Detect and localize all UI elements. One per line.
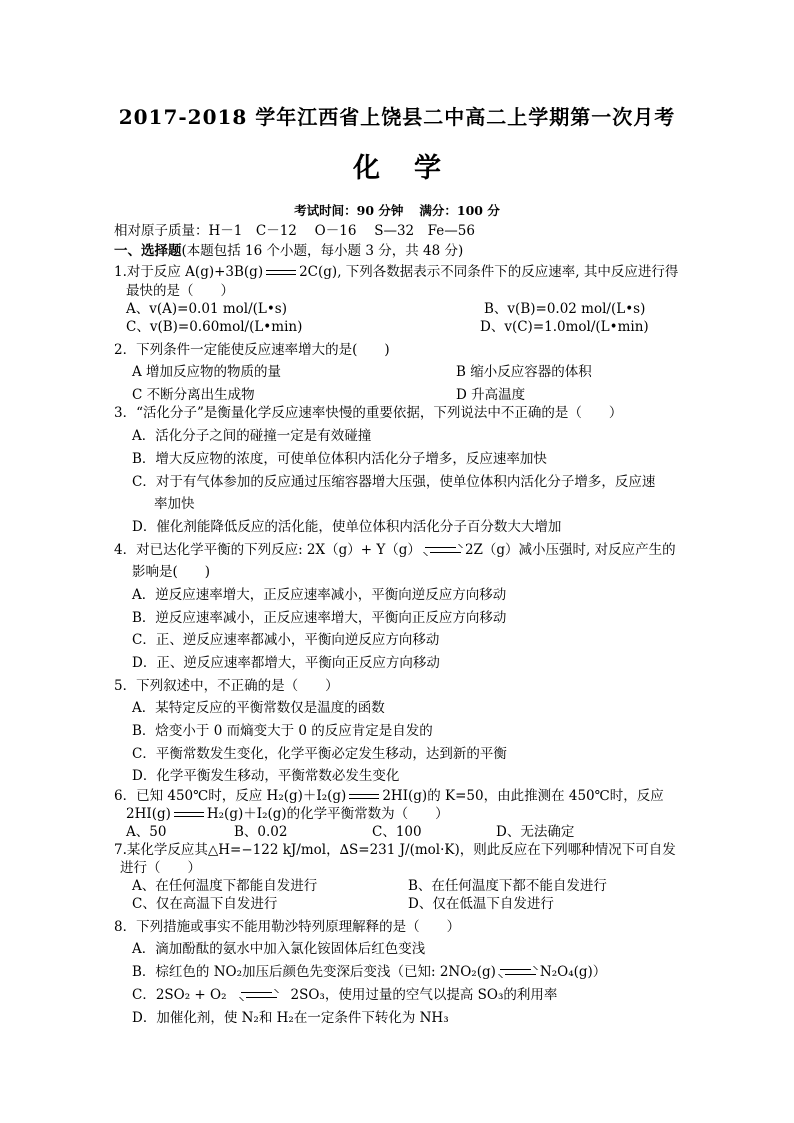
q2-option-a: A 增加反应物的物质的量 (132, 364, 282, 380)
q3-option-b: B．增大反应物的浓度，可使单位体积内活化分子增多，反应速率加快 (132, 451, 547, 467)
exam-info (0, 203, 794, 219)
q1-stem-b: 2C(g), 下列各数据表示不同条件下的反应速率, 其中反应进行得 (299, 264, 679, 280)
section-heading (114, 242, 463, 260)
q7-option-a: A、在任何温度下都能自发进行 (132, 878, 318, 894)
q8-option-c (132, 986, 557, 1004)
q1-stem-a: 1.对于反应 A(g)+3B(g) (114, 264, 264, 280)
exam-time: 考试时间：90 分钟 (294, 203, 404, 218)
equilibrium-arrow-icon (266, 269, 296, 277)
equilibrium-arrow-icon (174, 811, 204, 819)
q4-stem (114, 541, 676, 559)
q6-stem-line2 (126, 805, 449, 823)
q3-option-a: A．活化分子之间的碰撞一定是有效碰撞 (132, 428, 372, 444)
q8-option-d: D．加催化剂，使 N₂和 H₂在一定条件下转化为 NH₃ (132, 1010, 449, 1026)
section-note: (本题包括 16 个小题，每小题 3 分，共 48 分) (181, 243, 464, 259)
q3-stem: 3．“活化分子”是衡量化学反应速率快慢的重要依据，下列说法中不正确的是（ ） (114, 405, 623, 421)
q7-option-d: D、仅在低温下自发进行 (408, 896, 554, 912)
reversible-arrow-icon (500, 968, 536, 977)
q6-stem-c: 2HI(g) (126, 806, 171, 822)
q3-option-c2: 率加快 (154, 496, 195, 512)
q1-stem (114, 263, 678, 281)
q8-option-b (132, 963, 606, 981)
q8-option-c-a: C．2SO₂ + O₂ (132, 987, 227, 1003)
q5-option-a: A．某特定反应的平衡常数仅是温度的函数 (132, 700, 385, 716)
q8-option-c-b: 2SO₃，使用过量的空气以提高 SO₃的利用率 (290, 987, 558, 1003)
q6-option-b: B、0.02 (234, 824, 288, 840)
q4-option-d: D．正、逆反应速率都增大，平衡向正反应方向移动 (132, 655, 440, 671)
q1-option-b: B、v(B)=0.02 mol/(L•s) (484, 301, 646, 317)
q4-stem-a: 4．对已达化学平衡的下列反应: 2X（g）+ Y（g） (114, 542, 421, 558)
q6-stem (114, 787, 664, 805)
q5-option-b: B．焓变小于 0 而熵变大于 0 的反应肯定是自发的 (132, 723, 433, 739)
q4-stem-b: 2Z（g）减小压强时, 对反应产生的 (464, 542, 676, 558)
reversible-arrow-icon (425, 546, 461, 555)
q2-option-c: C 不断分离出生成物 (132, 387, 255, 403)
q1-option-a: A、v(A)=0.01 mol/(L•s) (126, 301, 288, 317)
atomic-mass: 相对原子质量：H－1 C－12 O－16 S—32 Fe—56 (114, 223, 475, 239)
q7-option-b: B、在任何温度下都不能自发进行 (408, 878, 607, 894)
q3-option-c1: C．对于有气体参加的反应通过压缩容器增大压强，使单位体积内活化分子增多，反应速 (132, 474, 656, 490)
section-title: 一、选择题 (114, 243, 182, 259)
q5-stem: 5．下列叙述中，不正确的是（ ） (114, 678, 339, 694)
q4-stem-c: 影响是( ) (132, 564, 211, 580)
q2-option-d: D 升高温度 (456, 387, 526, 403)
q1-option-d: D、v(C)=1.0mol/(L•min) (480, 319, 649, 335)
q2-option-b: B 缩小反应容器的体积 (456, 364, 592, 380)
q8-option-a: A．滴加酚酞的氨水中加入氯化铵固体后红色变浅 (132, 941, 426, 957)
exam-title: 2017-2018 学年江西省上饶县二中高二上学期第一次月考 (118, 105, 676, 129)
q4-option-c: C．正、逆反应速率都减小，平衡向逆反应方向移动 (132, 632, 440, 648)
equilibrium-arrow-icon (349, 793, 379, 801)
q3-option-d: D．催化剂能降低反应的活化能，使单位体积内活化分子百分数大大增加 (132, 519, 562, 535)
q1-stem-c: 最快的是（ ） (126, 283, 234, 299)
q5-option-c: C．平衡常数发生变化，化学平衡必定发生移动，达到新的平衡 (132, 746, 507, 762)
q8-stem: 8．下列措施或事实不能用勒沙特列原理解释的是（ ） (114, 919, 461, 935)
q6-stem-a: 6．已知 450℃时，反应 H₂(g)＋I₂(g) (114, 788, 347, 804)
q6-stem-d: H₂(g)＋I₂(g)的化学平衡常数为（ ） (206, 806, 449, 822)
q8-option-b-a: B．棕红色的 NO₂加压后颜色先变深后变浅（已知: 2NO₂(g) (132, 964, 496, 980)
q6-stem-b: 2HI(g)的 K=50，由此推测在 450℃时，反应 (382, 788, 664, 804)
q7-stem-b: 进行（ ） (120, 860, 201, 876)
q2-stem: 2．下列条件一定能使反应速率增大的是( ) (114, 342, 390, 358)
reversible-arrow-icon (241, 991, 277, 1000)
q4-option-b: B．逆反应速率减小，正反应速率增大，平衡向正反应方向移动 (132, 610, 507, 626)
q8-option-b-b: N₂O₄(g)） (539, 964, 607, 980)
subject-title: 化学 (353, 153, 475, 184)
exam-score: 满分：100 分 (419, 203, 500, 218)
q1-option-c: C、v(B)=0.60mol/(L•min) (126, 319, 303, 335)
q7-option-c: C、仅在高温下自发进行 (132, 896, 278, 912)
q6-option-c: C、100 (372, 824, 422, 840)
q7-stem-a: 7.某化学反应其△H=−122 kJ/mol，∆S=231 J/(mol·K)，则此反应在下列哪种情况下可自发 (114, 842, 676, 858)
q4-option-a: A．逆反应速率增大，正反应速率减小，平衡向逆反应方向移动 (132, 587, 507, 603)
q6-option-d: D、无法确定 (496, 824, 575, 840)
q5-option-d: D．化学平衡发生移动，平衡常数必发生变化 (132, 768, 400, 784)
q6-option-a: A、50 (126, 824, 167, 840)
